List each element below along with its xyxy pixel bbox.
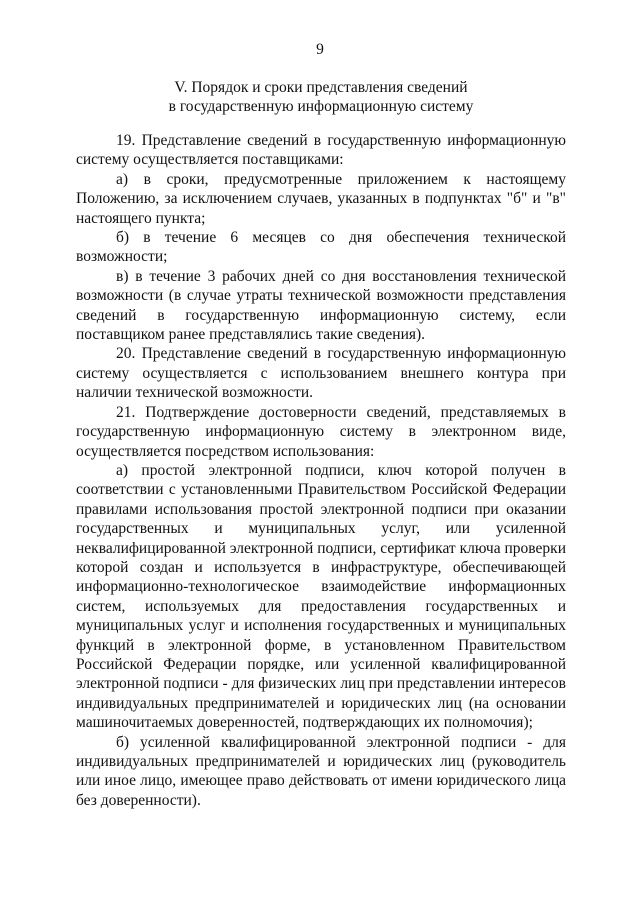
paragraph-19-v: в) в течение 3 рабочих дней со дня восстановления технической возможности (в случае утраты технической возможности представления сведений в государственную информационную систему, если поставщиком ранее представлялись такие сведения). bbox=[76, 267, 566, 344]
section-title-line-2: в государственную информационную систему bbox=[168, 98, 474, 115]
paragraph-19-a: а) в сроки, предусмотренные приложением к настоящему Положению, за исключением случаев, указанных в подпунктах "б" и "в" настоящего пункта; bbox=[76, 170, 566, 227]
paragraph-21-b: б) усиленной квалифицированной электронной подписи - для индивидуальных предпринимателей и юридических лиц (руководитель или иное лицо, имеющее право действовать от имени юридического лица без доверенности). bbox=[76, 733, 566, 809]
paragraph-20: 20. Представление сведений в государственную информационную систему осуществляется с использованием внешнего контура при наличии технической возможности. bbox=[76, 345, 566, 402]
section-heading bbox=[76, 78, 566, 116]
paragraph-19: 19. Представление сведений в государственную информационную систему осуществляется поставщиками: bbox=[76, 132, 566, 169]
page-number: 9 bbox=[316, 41, 324, 58]
section-title-line-1: V. Порядок и сроки представления сведений bbox=[174, 79, 468, 96]
paragraph-19-b: б) в течение 6 месяцев со дня обеспечения технической возможности; bbox=[76, 229, 566, 266]
paragraph-21-a: а) простой электронной подписи, ключ которой получен в соответствии с установленными Правительством Российской Федерации правилами использования простой электронной подписи при оказании государственных и муниципальных услуг, или усиленной неквалифицированной электронной подписи, сертификат ключа проверки которой создан и используется в инфраструктуре, обеспечивающей информационно-технологическое взаимодействие информационных систем, используемых для предоставления государственных и муниципальных услуг и исполнения государственных и муниципальных функций в электронной форме, в установленном Правительством Российской Федерации порядке, или усиленной квалифицированной электронной подписи - для физических лиц при представлении интересов индивидуальных предпринимателей и юридических лиц (на основании машиночитаемых доверенностей, подтверждающих их полномочия); bbox=[76, 461, 566, 732]
document-body bbox=[76, 131, 566, 810]
paragraph-21: 21. Подтверждение достоверности сведений, представляемых в государственную информационную систему в электронном виде, осуществляется посредством использования: bbox=[76, 403, 566, 460]
